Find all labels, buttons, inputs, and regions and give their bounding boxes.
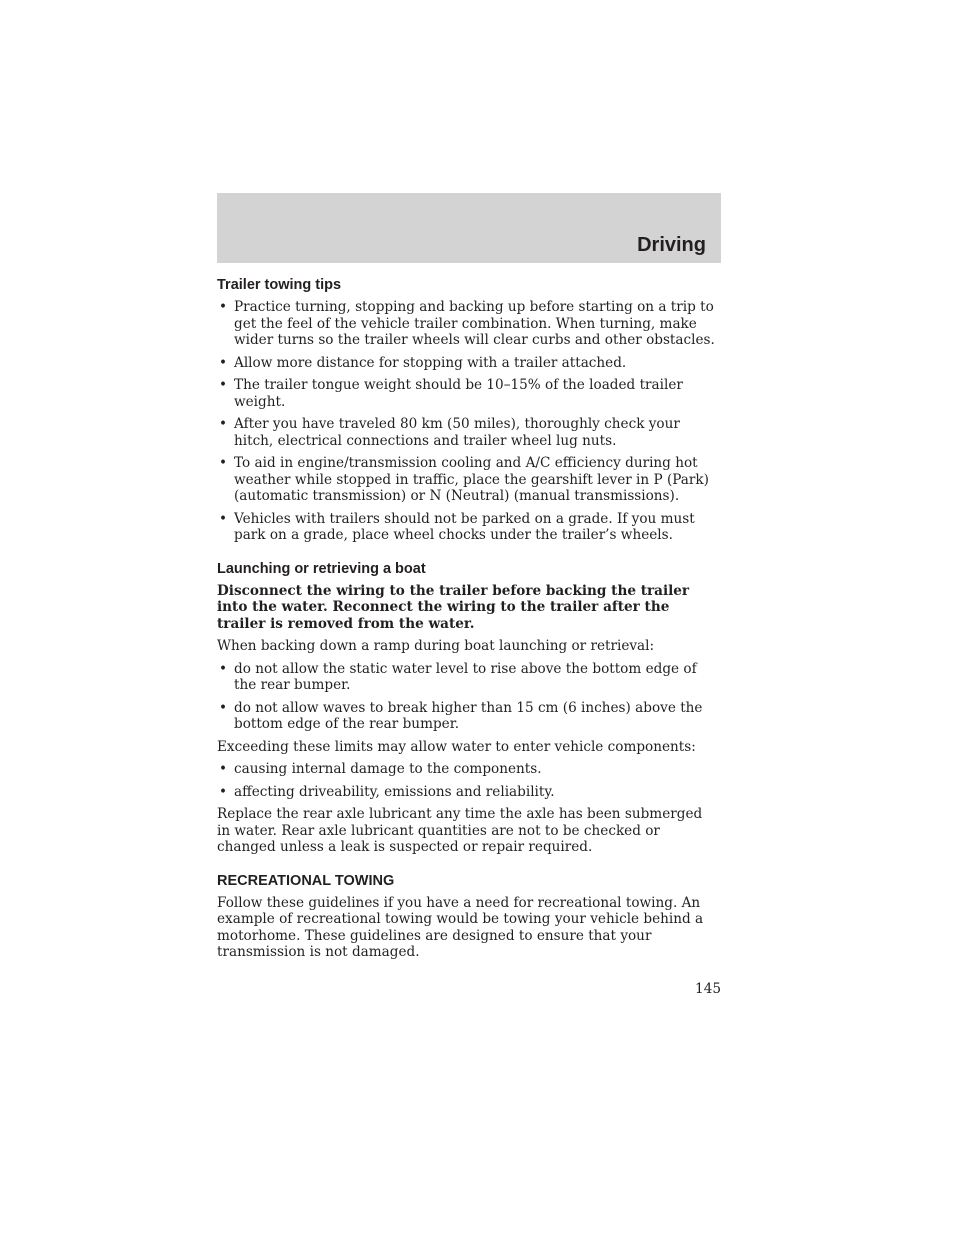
page-content: [217, 276, 717, 967]
page-number: 145: [695, 981, 721, 997]
list-item: [217, 416, 717, 449]
list-item-text: The trailer tongue weight should be 10–15% of the loaded trailer weight.: [234, 377, 683, 410]
list-item: [217, 661, 717, 694]
list-item-text: do not allow waves to break higher than 15 cm (6 inches) above the bottom edge of the rear bumper.: [234, 699, 703, 732]
recreational-towing-text: Follow these guidelines if you have a need for recreational towing. An example of recreational towing would be towing your vehicle behind a motorhome. These guidelines are designed to ensure that your transmission is not damaged.: [217, 894, 704, 960]
bullet-icon: •: [219, 783, 228, 800]
section-title: Driving: [637, 234, 706, 256]
heading-launching-boat: Launching or retrieving a boat: [217, 560, 426, 577]
bullet-icon: •: [219, 660, 228, 677]
list-item-text: To aid in engine/transmission cooling and A/C efficiency during hot weather while stopped in traffic, place the gearshift lever in P (Park) (automatic transmission) or N (Neutral) (manual transmissions).: [234, 455, 709, 504]
bullet-icon: •: [219, 510, 228, 527]
exceed-list: [217, 761, 717, 800]
list-item: [217, 455, 717, 505]
bullet-icon: •: [219, 699, 228, 716]
list-item-text: Practice turning, stopping and backing up before starting on a trip to get the feel of the vehicle trailer combination. When turning, make wider turns so the trailer wheels will clear curbs and other obstacles.: [234, 299, 715, 348]
list-item-text: do not allow the static water level to rise above the bottom edge of the rear bumper.: [234, 660, 697, 693]
bullet-icon: •: [219, 377, 228, 393]
heading-recreational-towing: RECREATIONAL TOWING: [217, 872, 395, 889]
bullet-icon: •: [219, 761, 228, 777]
list-item: [217, 355, 717, 372]
list-item: [217, 700, 717, 733]
exceed-limits-text: Exceeding these limits may allow water to enter vehicle components:: [217, 738, 696, 755]
trailer-tips-list: [217, 299, 717, 544]
heading-trailer-towing-tips: Trailer towing tips: [217, 277, 342, 293]
list-item: [217, 377, 717, 410]
list-item: [217, 761, 717, 778]
list-item-text: causing internal damage to the components.: [234, 761, 542, 777]
list-item: [217, 511, 717, 544]
axle-lubricant-text: Replace the rear axle lubricant any time the axle has been submerged in water. Rear axle lubricant quantities are not to be checked or changed unless a leak is suspected or repair required.: [217, 806, 703, 855]
list-item: [217, 299, 717, 349]
list-item-text: Vehicles with trailers should not be parked on a grade. If you must park on a grade, place wheel chocks under the trailer’s wheels.: [234, 510, 695, 543]
list-item-text: Allow more distance for stopping with a trailer attached.: [234, 354, 627, 371]
bullet-icon: •: [219, 299, 228, 315]
section-header-band: [217, 193, 721, 263]
list-item: [217, 784, 717, 801]
list-item-text: After you have traveled 80 km (50 miles), thoroughly check your hitch, electrical connections and trailer wheel lug nuts.: [234, 416, 680, 449]
bullet-icon: •: [219, 455, 228, 471]
list-item-text: affecting driveability, emissions and reliability.: [234, 783, 555, 800]
bullet-icon: •: [219, 416, 228, 432]
boat-warning: Disconnect the wiring to the trailer before backing the trailer into the water. Reconnect the wiring to the trailer after the trailer is removed from the water.: [217, 582, 690, 632]
boat-list: [217, 661, 717, 733]
boat-intro: When backing down a ramp during boat launching or retrieval:: [217, 638, 655, 654]
bullet-icon: •: [219, 354, 228, 371]
